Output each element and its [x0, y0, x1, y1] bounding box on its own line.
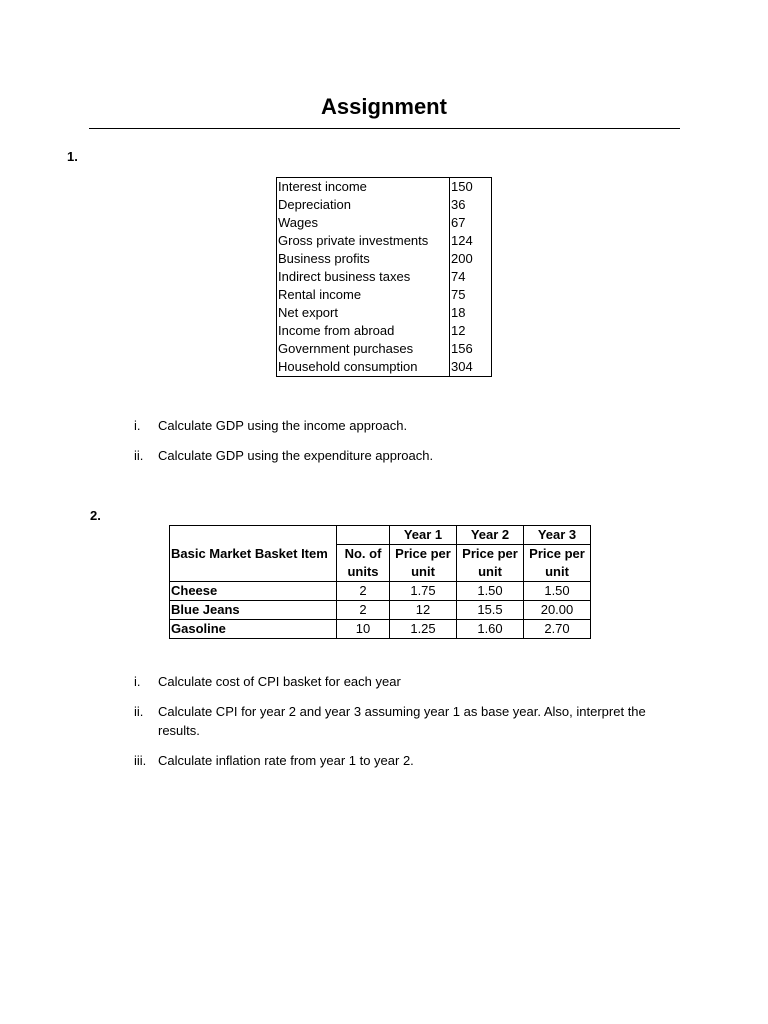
- table-row: [170, 582, 591, 601]
- page-title: Assignment: [321, 94, 447, 119]
- row-label: Depreciation: [277, 196, 450, 214]
- row-year-3-price: 2.70: [524, 620, 591, 639]
- row-units: 10: [337, 620, 390, 639]
- title-divider: [89, 128, 680, 129]
- header-price-line-2: unit: [524, 563, 591, 582]
- list-marker: i.: [134, 418, 141, 433]
- header-units-line-2: units: [337, 563, 390, 582]
- row-label: Wages: [277, 214, 450, 232]
- row-value: 124: [450, 232, 492, 250]
- row-value: 74: [450, 268, 492, 286]
- list-marker: iii.: [134, 753, 147, 768]
- header-price-line-2: unit: [457, 563, 524, 582]
- list-item: [130, 446, 690, 465]
- row-item: Cheese: [170, 582, 337, 601]
- question-2-subquestions: [130, 672, 690, 781]
- header-price-line-2: unit: [390, 563, 457, 582]
- row-label: Government purchases: [277, 340, 450, 358]
- question-text: Calculate GDP using the expenditure approach.: [158, 448, 434, 463]
- header-item: Basic Market Basket Item: [170, 545, 337, 564]
- header-cell-empty: [337, 526, 390, 545]
- header-price-line-1: Price per: [524, 545, 591, 564]
- row-label: Indirect business taxes: [277, 268, 450, 286]
- question-text: Calculate CPI for year 2 and year 3 assuming year 1 as base year. Also, interpret the results.: [158, 704, 646, 738]
- question-text: Calculate GDP using the income approach.: [158, 418, 408, 433]
- list-marker: i.: [134, 674, 141, 689]
- row-label: Interest income: [277, 178, 450, 197]
- table-row: [277, 322, 492, 340]
- table-row: [170, 620, 591, 639]
- table-row: [277, 232, 492, 250]
- row-year-1-price: 1.25: [390, 620, 457, 639]
- row-label: Rental income: [277, 286, 450, 304]
- row-value: 75: [450, 286, 492, 304]
- table-header-row: [170, 563, 591, 582]
- header-cell-empty: [170, 526, 337, 545]
- table-header-row: [170, 545, 591, 564]
- row-label: Gross private investments: [277, 232, 450, 250]
- row-value: 67: [450, 214, 492, 232]
- table-row: [277, 250, 492, 268]
- header-year-3: Year 3: [524, 526, 591, 545]
- row-year-1-price: 1.75: [390, 582, 457, 601]
- row-units: 2: [337, 601, 390, 620]
- list-item: [130, 702, 690, 740]
- row-value: 304: [450, 358, 492, 377]
- row-year-2-price: 1.60: [457, 620, 524, 639]
- question-text: Calculate cost of CPI basket for each year: [158, 674, 401, 689]
- table-row: [170, 601, 591, 620]
- cpi-basket-table: [169, 525, 591, 639]
- row-item: Gasoline: [170, 620, 337, 639]
- row-item: Blue Jeans: [170, 601, 337, 620]
- table-row: [277, 196, 492, 214]
- row-value: 156: [450, 340, 492, 358]
- header-cell-empty: [170, 563, 337, 582]
- list-item: [130, 751, 690, 770]
- table-row: [277, 304, 492, 322]
- list-marker: ii.: [134, 704, 144, 719]
- question-1-number: 1.: [67, 149, 78, 164]
- question-text: Calculate inflation rate from year 1 to year 2.: [158, 753, 414, 768]
- table-row: [277, 358, 492, 377]
- table-row: [277, 286, 492, 304]
- table-row: [277, 214, 492, 232]
- question-2-number: 2.: [90, 508, 101, 523]
- row-year-1-price: 12: [390, 601, 457, 620]
- row-units: 2: [337, 582, 390, 601]
- row-value: 18: [450, 304, 492, 322]
- list-item: [130, 672, 690, 691]
- table-row: [277, 178, 492, 197]
- row-value: 200: [450, 250, 492, 268]
- table-header-row: [170, 526, 591, 545]
- table-row: [277, 340, 492, 358]
- row-year-2-price: 1.50: [457, 582, 524, 601]
- list-item: [130, 416, 690, 435]
- row-value: 12: [450, 322, 492, 340]
- row-year-2-price: 15.5: [457, 601, 524, 620]
- header-units-line-1: No. of: [337, 545, 390, 564]
- row-label: Income from abroad: [277, 322, 450, 340]
- table-row: [277, 268, 492, 286]
- gdp-data-table: [276, 177, 492, 377]
- header-price-line-1: Price per: [457, 545, 524, 564]
- row-value: 150: [450, 178, 492, 197]
- row-year-3-price: 20.00: [524, 601, 591, 620]
- row-year-3-price: 1.50: [524, 582, 591, 601]
- header-year-1: Year 1: [390, 526, 457, 545]
- row-value: 36: [450, 196, 492, 214]
- header-year-2: Year 2: [457, 526, 524, 545]
- question-1-subquestions: [130, 416, 690, 476]
- row-label: Household consumption: [277, 358, 450, 377]
- row-label: Net export: [277, 304, 450, 322]
- row-label: Business profits: [277, 250, 450, 268]
- header-price-line-1: Price per: [390, 545, 457, 564]
- list-marker: ii.: [134, 448, 144, 463]
